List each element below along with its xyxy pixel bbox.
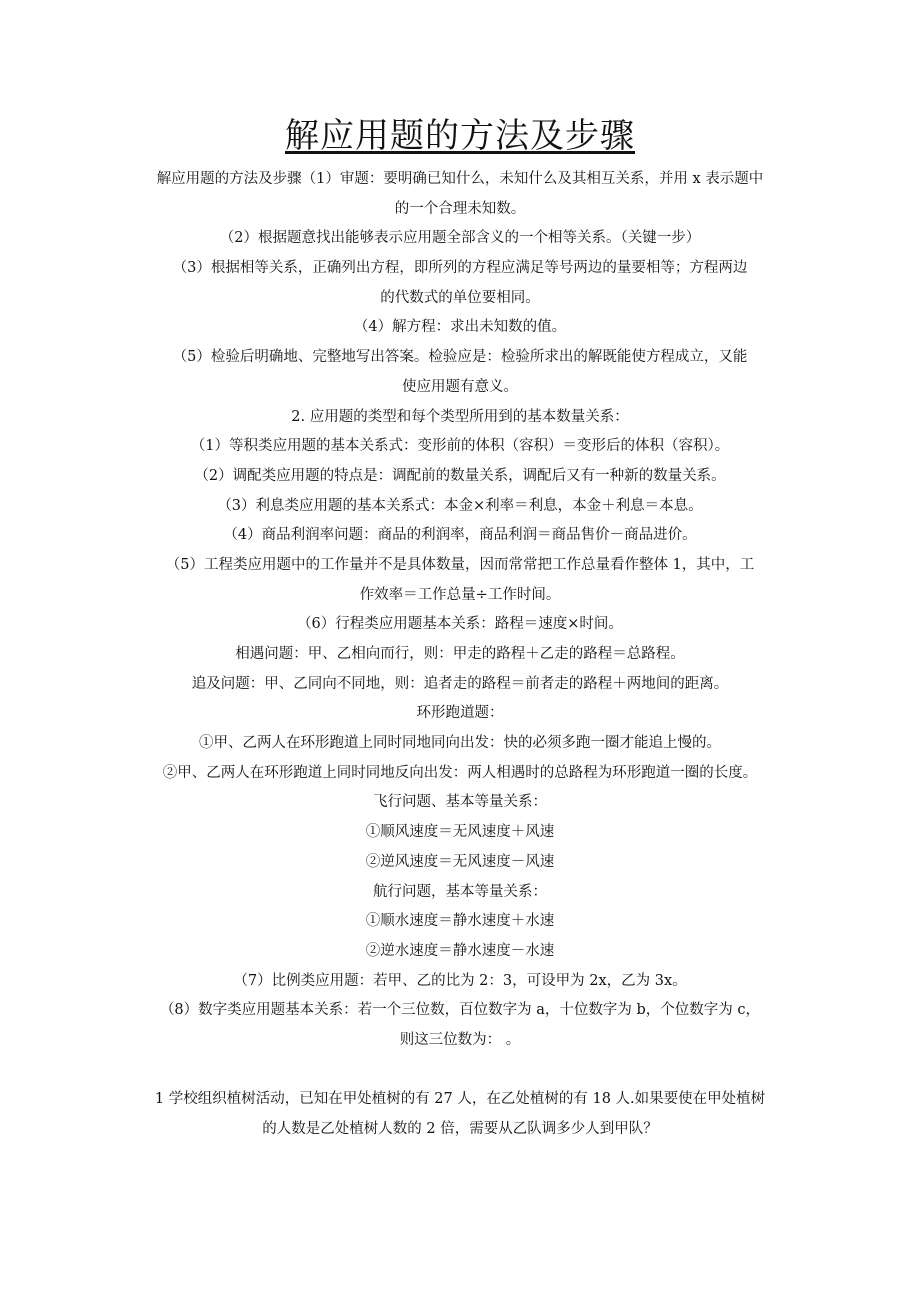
text-line: ①顺水速度＝静水速度＋水速 — [365, 913, 555, 930]
text-line: ②甲、乙两人在环形跑道上同时同地反向出发：两人相遇时的总路程为环形跑道一圈的长度。 — [162, 764, 758, 781]
text-line: 飞行问题、基本等量关系： — [373, 794, 547, 811]
text-line: ②逆水速度＝静水速度－水速 — [365, 942, 555, 959]
text-line: 使应用题有意义。 — [402, 378, 518, 395]
text-line: 的代数式的单位要相同。 — [380, 289, 540, 306]
text-line: 相遇问题：甲、乙相向而行，则：甲走的路程＋乙走的路程＝总路程。 — [235, 646, 685, 662]
text-line: 则这三位数为： 。 — [399, 1031, 521, 1048]
text-line: 解应用题的方法及步骤（1）审题：要明确已知什么，未知什么及其相互关系，并用 x 表示题中 — [156, 171, 764, 187]
text-line: 作效率＝工作总量÷工作时间。 — [359, 586, 561, 603]
text-line: （8）数字类应用题基本关系：若一个三位数，百位数字为 a，十位数字为 b，个位数字为 c， — [159, 1002, 761, 1019]
text-line: （3）利息类应用题的基本关系式：本金×利率＝利息，本金＋利息＝本息。 — [217, 497, 703, 514]
problem-line: 的人数是乙处植树人数的 2 倍，需要从乙队调多少人到甲队？ — [262, 1121, 658, 1137]
text-line: 2. 应用题的类型和每个类型所用到的基本数量关系： — [291, 408, 629, 425]
text-line: （5）检验后明确地、完整地写出答案。检验应是：检验所求出的解既能使方程成立，又能 — [172, 349, 748, 366]
text-line: （6）行程类应用题基本关系：路程＝速度×时间。 — [297, 616, 623, 633]
document-body — [138, 165, 782, 1145]
document-title: 解应用题的方法及步骤 — [285, 116, 635, 156]
text-line: （7）比例类应用题：若甲、乙的比为 2：3，可设甲为 2x，乙为 3x。 — [233, 972, 687, 989]
text-line: （5）工程类应用题中的工作量并不是具体数量，因而常常把工作总量看作整体 1，其中，工 — [165, 556, 755, 573]
text-line: ①顺风速度＝无风速度＋风速 — [365, 824, 555, 841]
text-line: 追及问题：甲、乙同向不同地，则：追者走的路程＝前者走的路程＋两地间的距离。 — [191, 675, 729, 692]
text-line: （2）根据题意找出能够表示应用题全部含义的一个相等关系。（关键一步） — [219, 230, 701, 247]
text-line: （3）根据相等关系，正确列出方程，即所列的方程应满足等号两边的量要相等；方程两边 — [172, 260, 748, 277]
text-line: 的一个合理未知数。 — [394, 200, 526, 217]
problem-line: 1 学校组织植树活动，已知在甲处植树的有 27 人，在乙处植树的有 18 人.如果要使在甲处植树 — [154, 1091, 766, 1108]
text-line: （4）商品利润率问题：商品的利润率，商品利润＝商品售价－商品进价。 — [223, 527, 697, 544]
text-line: （1）等积类应用题的基本关系式：变形前的体积（容积）＝变形后的体积（容积）。 — [190, 438, 730, 455]
text-line: （4）解方程：求出未知数的值。 — [353, 319, 567, 336]
paragraph-spacer — [138, 1056, 782, 1086]
text-line: （2）调配类应用题的特点是：调配前的数量关系，调配后又有一种新的数量关系。 — [194, 467, 726, 484]
text-line: ②逆风速度＝无风速度－风速 — [365, 853, 555, 870]
text-line: 航行问题，基本等量关系： — [373, 883, 547, 900]
text-line: ①甲、乙两人在环形跑道上同时同地同向出发：快的必须多跑一圈才能追上慢的。 — [199, 735, 721, 752]
text-line: 环形跑道题： — [416, 705, 504, 722]
